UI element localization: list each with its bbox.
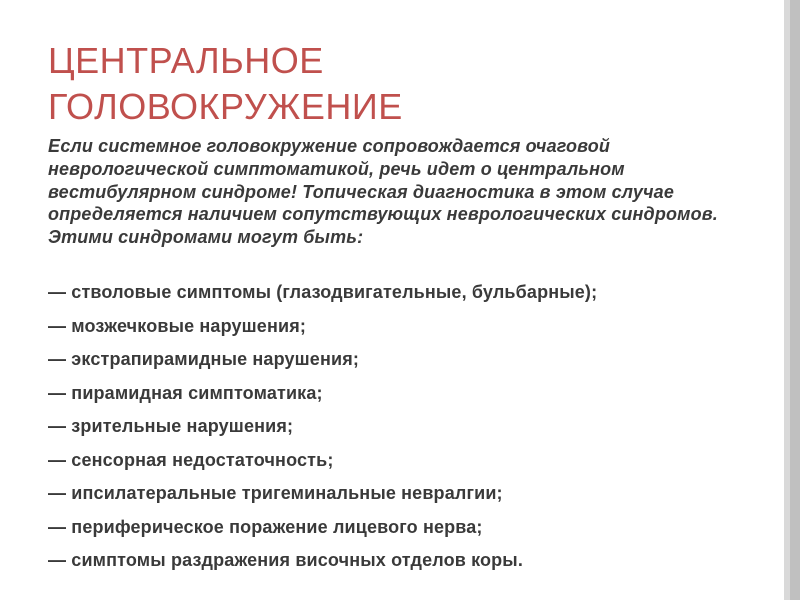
list-item: — периферическое поражение лицевого нерва; (48, 516, 483, 537)
syndrome-list (48, 282, 768, 584)
list-item: — ипсилатеральные тригеминальные невралгии; (48, 483, 503, 503)
list-item: — экстрапирамидные нарушения; (48, 349, 360, 369)
side-decorative-band (784, 0, 800, 600)
side-band-accent (790, 0, 800, 600)
intro-paragraph: Если системное головокружение сопровождается очаговой неврологической симптоматикой, речь идет о центральном вестибулярном синдроме! Топическая диагностика в этом случае определяется наличием сопутствующих неврологических синдромов. Этими синдромами могут быть: (48, 136, 718, 248)
slide-title-line-2: ГОЛОВОКРУЖЕНИЕ (48, 86, 403, 127)
list-item: — мозжечковые нарушения; (48, 315, 306, 336)
slide-title (48, 38, 748, 130)
slide-title-line-1: ЦЕНТРАЛЬНОЕ (48, 40, 324, 81)
list-item: — стволовые симптомы (глазодвигательные, бульбарные); (48, 282, 598, 302)
list-item: — симптомы раздражения височных отделов коры. (48, 550, 523, 570)
list-item: — зрительные нарушения; (48, 416, 294, 436)
list-item: — сенсорная недостаточность; (48, 449, 334, 470)
list-item: — пирамидная симптоматика; (48, 382, 323, 403)
